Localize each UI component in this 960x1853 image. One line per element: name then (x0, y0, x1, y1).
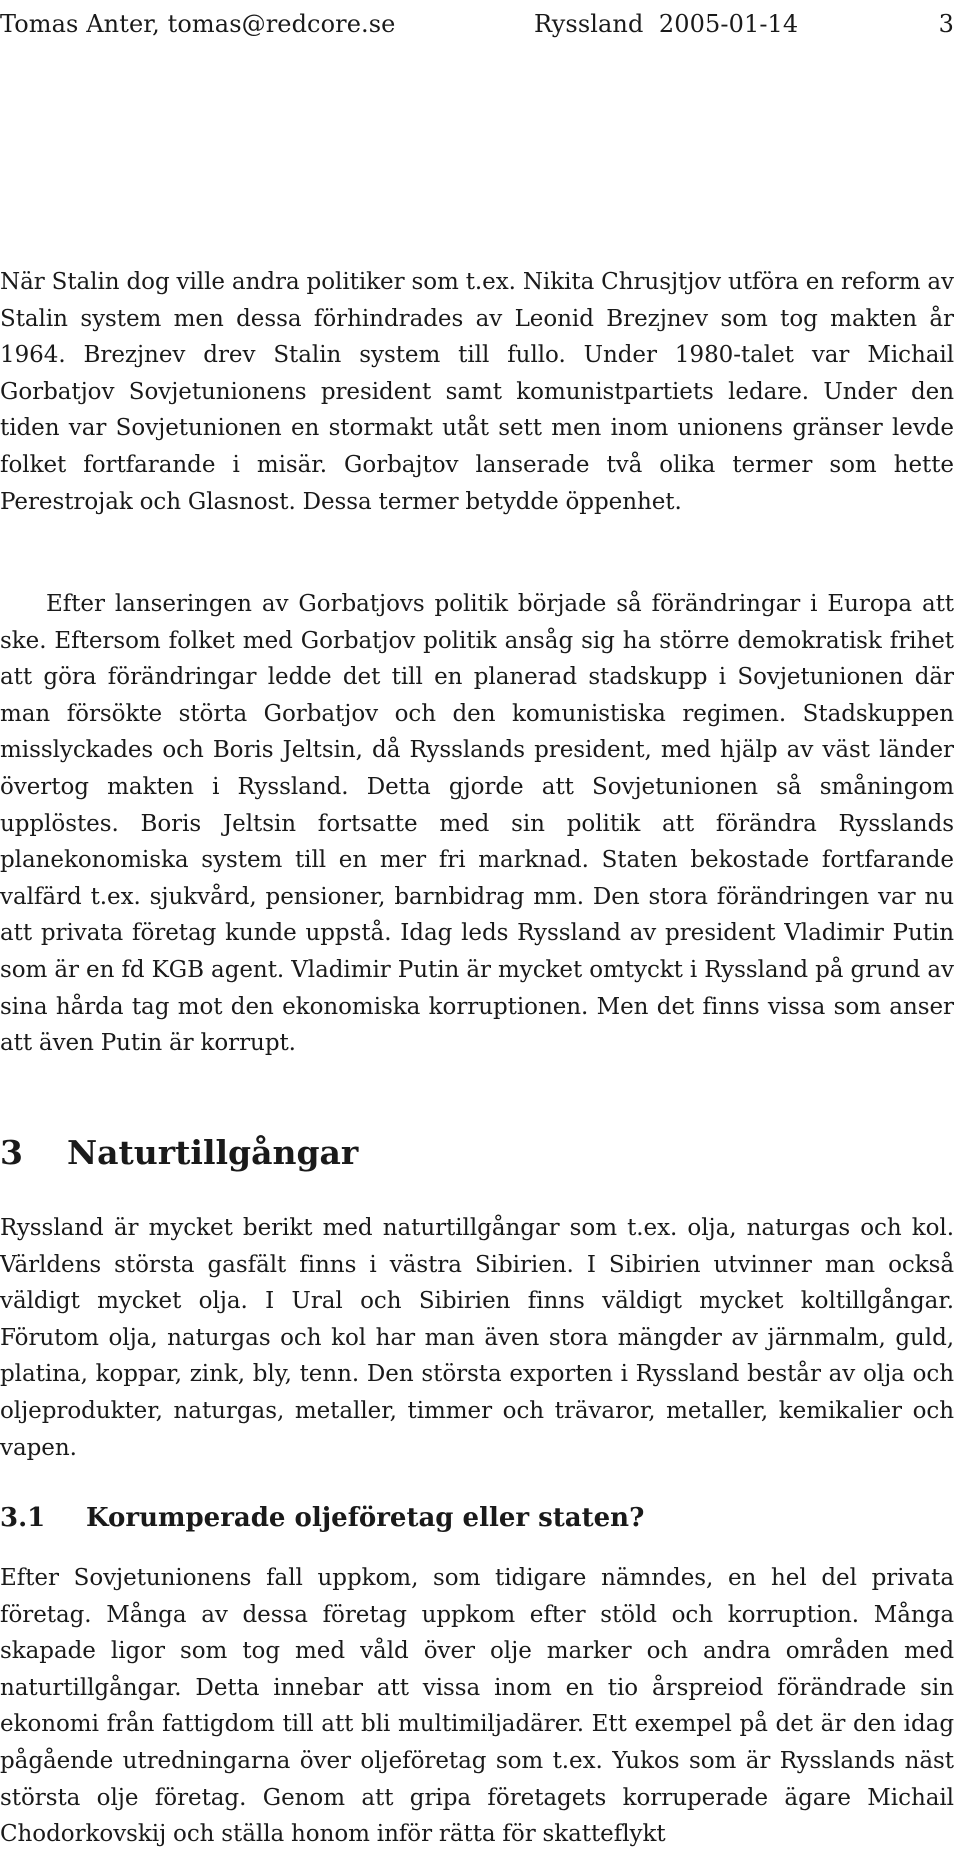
paragraph-text: Efter lanseringen av Gorbatjovs politik började så förändringar i Europa att ske. Eftersom folket med Gorbatjov politik ansåg sig ha större demokratisk frihet att göra förändringar ledde det till en planerad stadskupp i Sovjetunionen där man försökte störta Gorbatjov och den komunistiska regimen. Stadskuppen misslyckades och Boris Jeltsin, då Rysslands president, med hjälp av väst länder övertog makten i Ryssland. Detta gjorde att Sovjetunionen så småningom upplöstes. Boris Jeltsin fortsatte med sin politik att förändra Rysslands planekonomiska system till en mer fri marknad. Staten bekostade fortfarande valfärd t.ex. sjukvård, pensioner, barnbidrag mm. Den stora förändringen var nu att privata företag kunde uppstå. Idag leds Ryssland av president Vladimir Putin som är en fd KGB agent. Vladimir Putin är mycket omtyckt i Ryssland på grund av sina hårda tag mot den ekonomiska korruptionen. Men det finns vissa som anser att även Putin är korrupt. (0, 591, 954, 1057)
paragraph-naturtillgangar (0, 1210, 954, 1466)
paragraph-oljeforetag (0, 1560, 954, 1853)
running-header (0, 6, 956, 42)
paragraph-stalin-gorbatjov (0, 264, 954, 520)
paragraph-text: Efter Sovjetunionens fall uppkom, som tidigare nämndes, en hel del privata företag. Många av dessa företag uppkom efter stöld och korruption. Många skapade ligor som tog med våld över olje marker och andra områden med naturtillgångar. Detta innebar att vissa inom en tio årspreiod förändrade sin ekonomi från fattigdom till att bli multimiljadärer. Ett exempel på det är den idag pågående utredningarna över oljeföretag som t.ex. Yukos som är Rysslands näst största olje företag. Genom att gripa företagets korruperade ägare Michail Chodorkovskij och ställa honom inför rätta för skatteflykt (0, 1565, 954, 1848)
section-title: Naturtillgångar (67, 1133, 359, 1172)
paragraph-text: När Stalin dog ville andra politiker som t.ex. Nikita Chrusjtjov utföra en reform av Stalin system men dessa förhindrades av Leonid Brezjnev som tog makten år 1964. Brezjnev drev Stalin system till fullo. Under 1980-talet var Michail Gorbatjov Sovjetunionens president samt komunistpartiets ledare. Under den tiden var Sovjetunionen en stormakt utåt sett men inom unionens gränser levde folket fortfarande i misär. Gorbajtov lanserade två olika termer som hette Perestrojak och Glasnost. Dessa termer betydde öppenhet. (0, 269, 954, 515)
section-heading-naturtillgangar (0, 1131, 358, 1175)
header-title-date: Ryssland 2005-01-14 (534, 10, 799, 38)
header-author: Tomas Anter, tomas@redcore.se (0, 10, 396, 38)
subsection-title: Korumperade oljeföretag eller staten? (86, 1503, 645, 1533)
section-number: 3 (0, 1133, 23, 1172)
paragraph-text: Ryssland är mycket berikt med naturtillgångar som t.ex. olja, naturgas och kol. Världens största gasfält finns i västra Sibirien. I Sibirien utvinner man också väldigt mycket olja. I Ural och Sibirien finns väldigt mycket koltillgångar. Förutom olja, naturgas och kol har man även stora mängder av järnmalm, guld, platina, koppar, zink, bly, tenn. Den största exporten i Ryssland består av olja och oljeprodukter, naturgas, metaller, timmer och trävaror, metaller, kemikalier och vapen. (0, 1215, 954, 1461)
header-page-number: 3 (938, 10, 954, 38)
subsection-number: 3.1 (0, 1503, 46, 1533)
paragraph-jeltsin-putin (0, 586, 954, 1062)
subsection-heading-oljeforetag (0, 1500, 644, 1536)
